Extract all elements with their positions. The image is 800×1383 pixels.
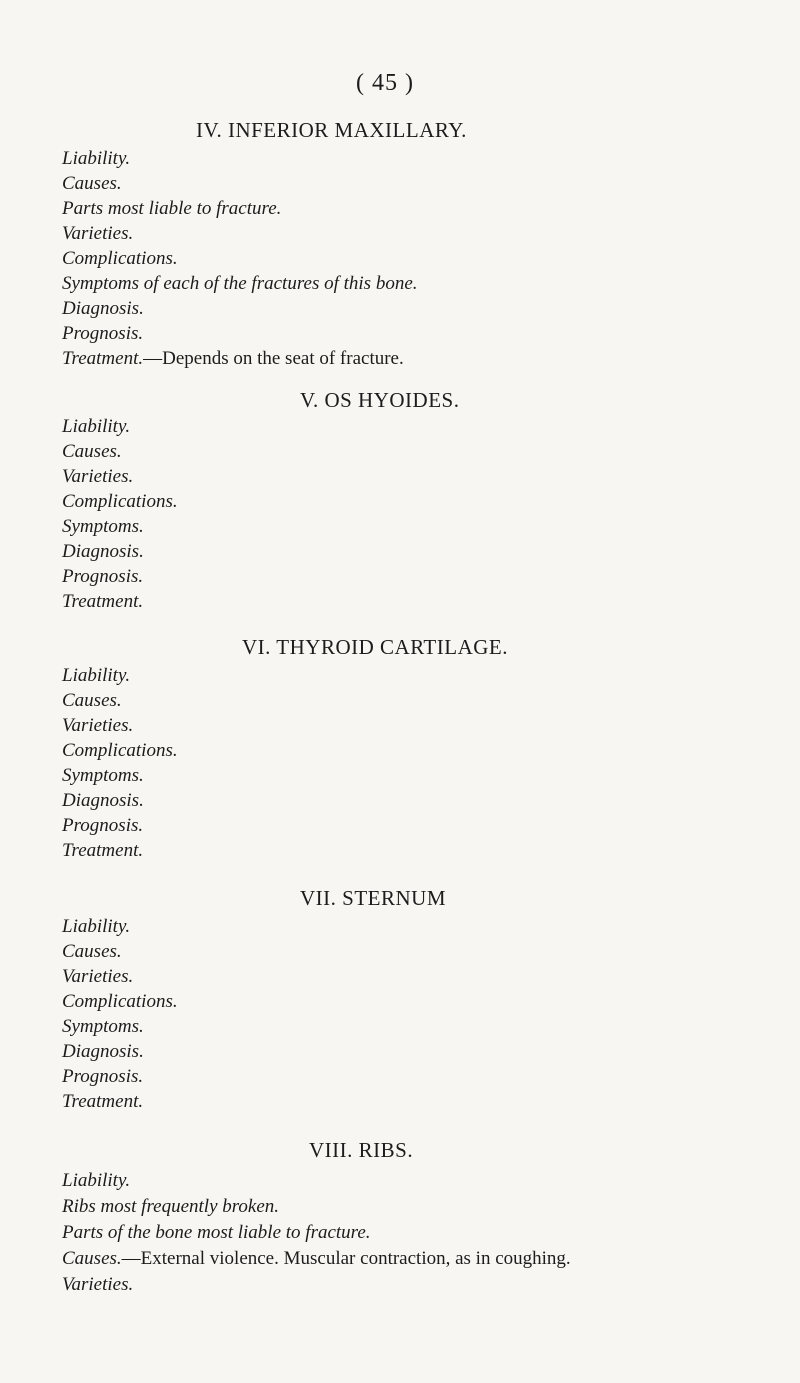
list-item <box>62 839 143 863</box>
list-item <box>62 965 133 989</box>
item-label: Symptoms. <box>62 765 144 786</box>
list-item <box>62 1169 130 1193</box>
list-item <box>62 1065 143 1089</box>
item-label: Treatment. <box>62 840 144 861</box>
page-number: ( 45 ) <box>356 70 414 96</box>
list-item <box>62 322 143 346</box>
item-text: —Depends on the seat of fracture. <box>143 348 404 369</box>
item-label: Symptoms of each of the fractures of this bone. <box>62 273 418 294</box>
list-item <box>62 1195 279 1219</box>
item-label: Diagnosis. <box>62 298 144 319</box>
list-item <box>62 1090 143 1114</box>
item-label: Symptoms. <box>62 1016 144 1037</box>
item-label: Varieties. <box>62 966 134 987</box>
item-text: —External violence. Muscular contraction, as in coughing. <box>121 1248 571 1269</box>
list-item <box>62 1015 144 1039</box>
item-label: Liability. <box>62 148 131 169</box>
list-item <box>62 197 281 221</box>
item-label: Liability. <box>62 416 131 437</box>
list-item <box>62 940 122 964</box>
list-item <box>62 1040 144 1064</box>
list-item <box>62 664 130 688</box>
list-item <box>62 347 404 371</box>
item-label: Symptoms. <box>62 516 144 537</box>
list-item <box>62 1273 133 1297</box>
list-item <box>62 415 130 439</box>
list-item <box>62 540 144 564</box>
item-label: Varieties. <box>62 223 134 244</box>
list-item <box>62 814 143 838</box>
item-label: Complications. <box>62 491 178 512</box>
item-label: Prognosis. <box>62 1066 144 1087</box>
item-label: Causes. <box>62 690 122 711</box>
section-heading-ribs: VIII. RIBS. <box>309 1138 414 1162</box>
item-label: Varieties. <box>62 715 134 736</box>
section-heading-os-hyoides: V. OS HYOIDES. <box>300 388 460 412</box>
section-heading-inferior-maxillary: IV. INFERIOR MAXILLARY. <box>196 118 467 142</box>
list-item <box>62 490 178 514</box>
item-label: Liability. <box>62 916 131 937</box>
item-label: Prognosis. <box>62 566 144 587</box>
item-label: Liability. <box>62 665 131 686</box>
list-item <box>62 739 178 763</box>
list-item <box>62 297 144 321</box>
item-label: Parts of the bone most liable to fracture. <box>62 1222 371 1243</box>
list-item <box>62 1221 371 1245</box>
item-label: Causes. <box>62 1248 122 1269</box>
list-item <box>62 1247 571 1271</box>
item-label: Prognosis. <box>62 323 144 344</box>
list-item <box>62 465 133 489</box>
item-label: Varieties. <box>62 1274 134 1295</box>
item-label: Parts most liable to fracture. <box>62 198 282 219</box>
list-item <box>62 990 178 1014</box>
list-item <box>62 915 130 939</box>
item-label: Complications. <box>62 248 178 269</box>
list-item <box>62 222 133 246</box>
list-item <box>62 147 130 171</box>
item-label: Liability. <box>62 1170 131 1191</box>
item-label: Ribs most frequently broken. <box>62 1196 280 1217</box>
item-label: Varieties. <box>62 466 134 487</box>
section-heading-thyroid-cartilage: VI. THYROID CARTILAGE. <box>242 635 508 659</box>
list-item <box>62 590 143 614</box>
item-label: Treatment. <box>62 348 144 369</box>
list-item <box>62 172 122 196</box>
section-heading-sternum: VII. STERNUM <box>300 886 446 910</box>
list-item <box>62 515 144 539</box>
item-label: Diagnosis. <box>62 541 144 562</box>
list-item <box>62 714 133 738</box>
list-item <box>62 764 144 788</box>
list-item <box>62 565 143 589</box>
item-label: Treatment. <box>62 591 144 612</box>
item-label: Causes. <box>62 173 122 194</box>
item-label: Treatment. <box>62 1091 144 1112</box>
item-label: Causes. <box>62 441 122 462</box>
list-item <box>62 689 122 713</box>
list-item <box>62 272 418 296</box>
item-label: Causes. <box>62 941 122 962</box>
item-label: Diagnosis. <box>62 1041 144 1062</box>
item-label: Complications. <box>62 740 178 761</box>
list-item <box>62 789 144 813</box>
item-label: Complications. <box>62 991 178 1012</box>
item-label: Diagnosis. <box>62 790 144 811</box>
item-label: Prognosis. <box>62 815 144 836</box>
list-item <box>62 247 178 271</box>
list-item <box>62 440 122 464</box>
